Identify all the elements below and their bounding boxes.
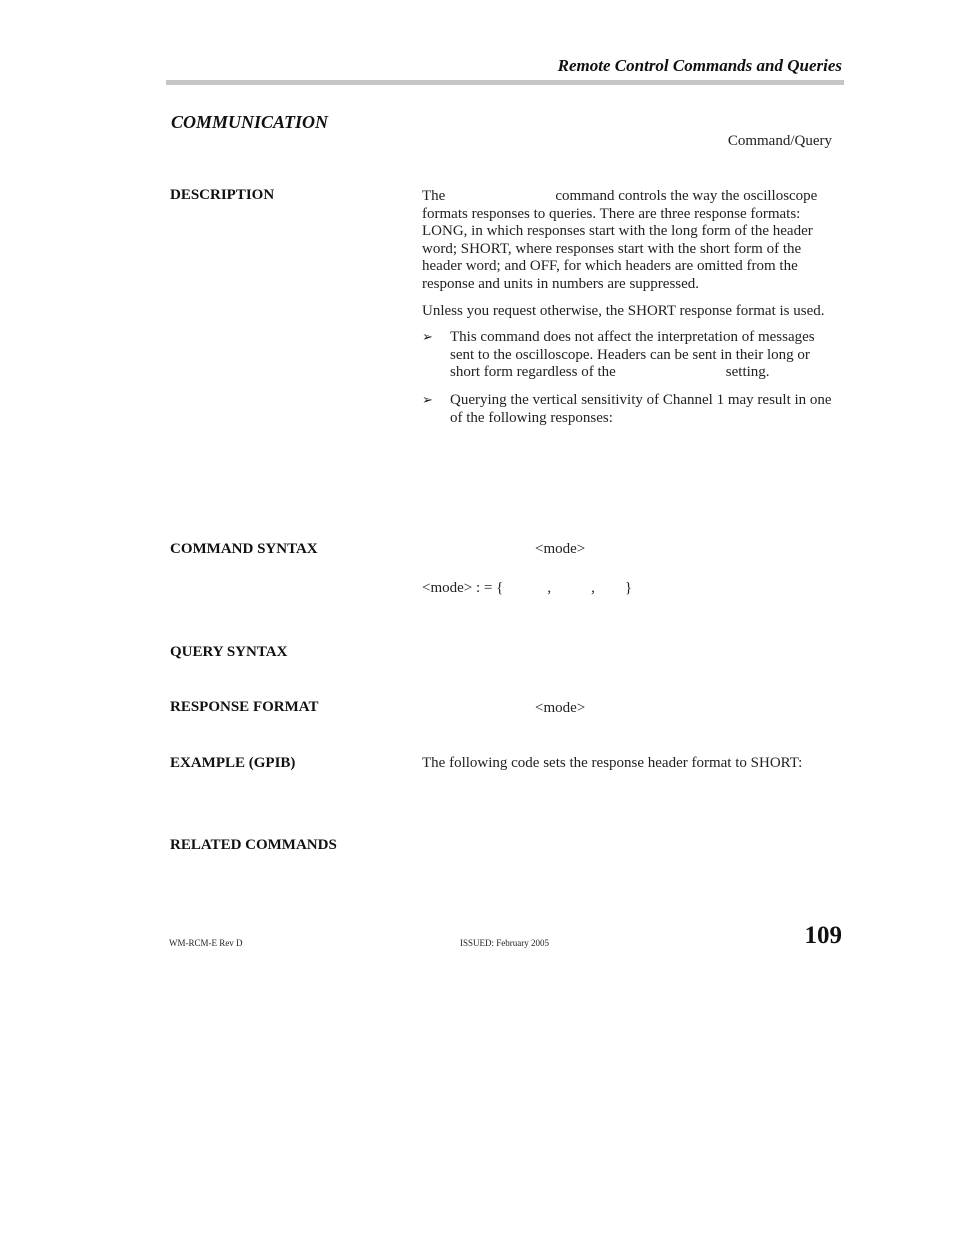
response-format-mode: <mode> [535, 700, 586, 716]
footer-doc-id: WM-RCM-E Rev D [169, 938, 243, 948]
bullet-1-end: setting. [725, 364, 770, 381]
command-syntax-label: COMMAND SYNTAX [170, 541, 318, 557]
bullet-arrow-icon: ➢ [422, 330, 433, 346]
page-number: 109 [804, 922, 842, 949]
command-type: Command/Query [727, 133, 832, 149]
description-paragraph-1 [422, 188, 836, 294]
bullet-2-text: Querying the vertical sensitivity of Channel 1 may result in one of the following responses: [450, 391, 832, 426]
description-p1-start: The [422, 188, 446, 204]
header-rule [166, 80, 844, 85]
related-commands-label: RELATED COMMANDS [170, 837, 337, 853]
description-p1-rest: command controls the way the oscilloscope formats responses to queries. There are three response formats: LONG, in which responses start with the long form of the header word; SHORT, where responses start with the short form of the header word; and OFF, for which headers are omitted from the response and units in numbers are suppressed. [422, 188, 818, 292]
bullet-item-1 [422, 329, 836, 382]
enum-sep-2: , [591, 580, 595, 596]
running-header-title: Remote Control Commands and Queries [557, 56, 842, 75]
bullet-item-2 [422, 392, 836, 427]
bullet-1-start: This command does not affect the interpretation of messages sent to the oscilloscope. Headers can be sent in their long or short form regardless of the [450, 329, 815, 381]
description-paragraph-2: Unless you request otherwise, the SHORT response format is used. [422, 302, 825, 319]
description-bullets [422, 329, 836, 427]
enum-start: <mode> : = { [422, 580, 504, 596]
enum-sep-1: , [547, 580, 552, 596]
description-label: DESCRIPTION [170, 187, 275, 203]
enum-close: } [624, 580, 633, 596]
command-syntax-enum [422, 580, 836, 598]
query-syntax-label: QUERY SYNTAX [170, 644, 288, 660]
response-format-label: RESPONSE FORMAT [170, 699, 319, 715]
section-title: COMMUNICATION [171, 112, 329, 132]
command-syntax-mode: <mode> [535, 541, 586, 557]
bullet-arrow-icon: ➢ [422, 392, 433, 408]
example-text: The following code sets the response header format to SHORT: [422, 755, 803, 771]
footer-issued: ISSUED: February 2005 [460, 938, 549, 948]
example-label: EXAMPLE (GPIB) [170, 755, 296, 771]
description-body [422, 188, 836, 437]
